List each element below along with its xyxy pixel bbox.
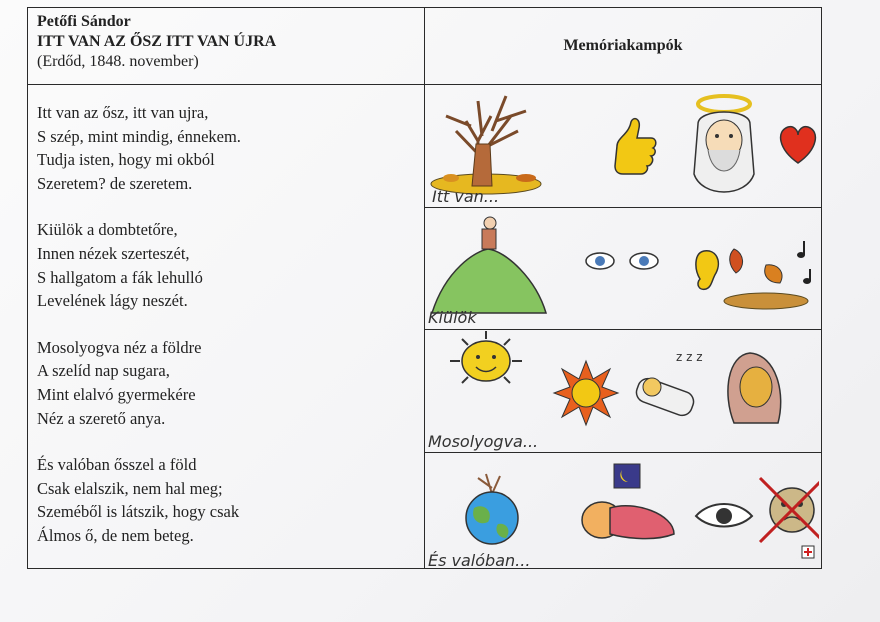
column-title: Memóriakampók bbox=[563, 37, 683, 54]
sun-icon bbox=[554, 361, 618, 425]
sleeping-child-icon bbox=[582, 464, 674, 539]
eye-icon bbox=[696, 504, 752, 527]
poem-line: Tudja isten, hogy mi okból bbox=[37, 150, 215, 170]
drawing-caption: Itt van... bbox=[432, 187, 500, 206]
stanza-3 bbox=[37, 336, 417, 430]
poem-line: Levelének lágy neszét. bbox=[37, 291, 188, 311]
row-divider bbox=[424, 329, 821, 330]
eyes-icon bbox=[586, 253, 658, 269]
drawing-caption: Mosolyogva... bbox=[428, 432, 539, 451]
heart-icon bbox=[781, 127, 816, 163]
sleeping-baby-icon bbox=[634, 350, 703, 418]
thumbs-up-icon bbox=[615, 119, 656, 174]
hill-icon bbox=[432, 217, 546, 313]
drawing-row-3 bbox=[426, 331, 819, 451]
angel-icon bbox=[694, 96, 754, 192]
poem-subtitle: (Erdőd, 1848. november) bbox=[37, 53, 199, 70]
row-divider bbox=[424, 452, 821, 453]
drawing-row-1 bbox=[426, 86, 819, 206]
author: Petőfi Sándor bbox=[37, 13, 131, 30]
earth-icon bbox=[466, 474, 518, 544]
poem-table bbox=[27, 7, 822, 569]
svg-text:z z z: z z z bbox=[676, 350, 703, 364]
poem-line: Itt van az ősz, itt van ujra, bbox=[37, 103, 209, 122]
crossed-sick-face-icon bbox=[760, 478, 819, 558]
drawing-row-2 bbox=[426, 209, 819, 328]
mother-icon bbox=[728, 353, 781, 423]
poem-line: Szeretem? de szeretem. bbox=[37, 173, 193, 193]
poem-line: Kiülök a dombtetőre, bbox=[37, 220, 178, 240]
smiling-sun-icon bbox=[450, 331, 522, 383]
poem-text bbox=[37, 101, 417, 571]
stanza-2 bbox=[37, 218, 417, 312]
poem-line: Innen nézek szerteszét, bbox=[37, 243, 190, 263]
drawing-row-4 bbox=[426, 454, 819, 568]
poem-line: Néz a szerető anya. bbox=[37, 408, 166, 428]
poem-line: Csak elalszik, nem hal meg; bbox=[37, 478, 223, 498]
tree-icon bbox=[431, 96, 541, 194]
stanza-1 bbox=[37, 101, 417, 195]
poem-line: Mosolyogva néz a földre bbox=[37, 337, 202, 357]
row-divider bbox=[424, 207, 821, 208]
poem-header bbox=[37, 12, 417, 72]
poem-line: S szép, mint mindig, énnekem. bbox=[37, 126, 241, 146]
stanza-4 bbox=[37, 453, 417, 547]
poem-line: S hallgatom a fák lehulló bbox=[37, 267, 203, 287]
drawing-caption: Kiülök bbox=[428, 308, 477, 327]
ear-icon bbox=[696, 251, 718, 290]
poem-title: ITT VAN AZ ŐSZ ITT VAN ÚJRA bbox=[37, 33, 277, 50]
poem-line: A szelíd nap sugara, bbox=[37, 361, 170, 381]
poem-line: Mint elalvó gyermekére bbox=[37, 384, 196, 404]
music-note-icon bbox=[797, 241, 811, 284]
poem-line: Álmos ő, de nem beteg. bbox=[37, 525, 194, 545]
poem-line: Szeméből is látszik, hogy csak bbox=[37, 502, 240, 522]
leaves-icon bbox=[724, 249, 808, 309]
drawing-caption: És valóban... bbox=[428, 551, 531, 568]
poem-line: És valóban ősszel a föld bbox=[37, 455, 197, 475]
column-divider bbox=[424, 8, 425, 568]
header-divider bbox=[28, 84, 821, 85]
